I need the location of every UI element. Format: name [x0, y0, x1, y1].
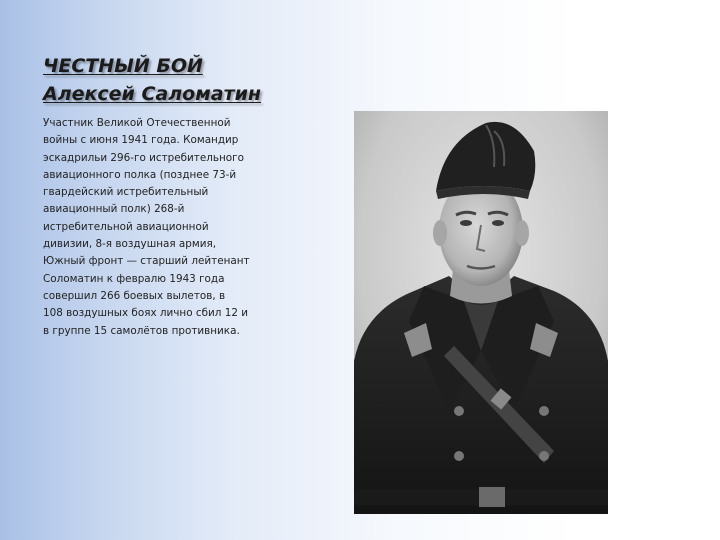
body-line: Южный фронт — старший лейтенант	[43, 255, 250, 268]
body-line: эскадрильи 296-го истребительного	[43, 151, 244, 164]
portrait-photo-icon	[354, 111, 608, 514]
title-block	[43, 52, 343, 108]
body-line: войны с июня 1941 года. Командир	[43, 134, 239, 147]
slide-title: ЧЕСТНЫЙ БОЙ	[43, 55, 203, 77]
body-line: авиационного полка (позднее 73-й	[43, 168, 237, 181]
body-line: совершил 266 боевых вылетов, в	[43, 289, 226, 302]
portrait-photo	[354, 111, 608, 514]
body-line: гвардейский истребительный	[43, 186, 209, 199]
body-line: в группе 15 самолётов противника.	[43, 324, 240, 337]
slide-subtitle: Алексей Саломатин	[43, 83, 262, 105]
biography-text	[43, 115, 275, 340]
body-line: Участник Великой Отечественной	[43, 117, 231, 129]
body-line: авиационный полк) 268-й	[43, 203, 185, 216]
body-line: дивизии, 8-я воздушная армия,	[43, 238, 217, 251]
body-line: 108 воздушных боях лично сбил 12 и	[43, 307, 248, 320]
body-line: Соломатин к февралю 1943 года	[43, 272, 225, 285]
body-line: истребительной авиационной	[43, 220, 209, 233]
